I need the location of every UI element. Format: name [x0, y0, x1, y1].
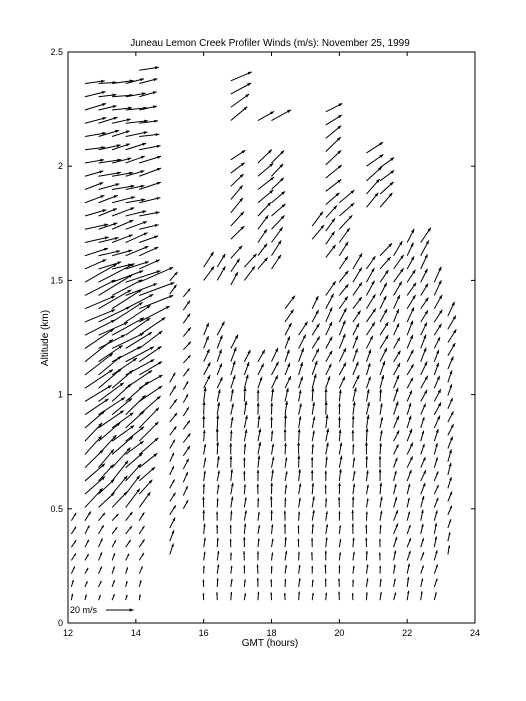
y-axis-label: Altitude (km): [40, 309, 51, 367]
y-tick-label: 0.5: [50, 503, 63, 514]
x-tick-label: 14: [130, 628, 141, 638]
x-tick-label: 22: [402, 628, 413, 638]
x-tick-label: 18: [266, 628, 277, 638]
y-tick-label: 2: [57, 161, 63, 172]
y-tick-label: 1: [57, 389, 63, 400]
chart-title: Juneau Lemon Creek Profiler Winds (m/s): November 25, 1999: [130, 38, 410, 49]
x-tick-label: 16: [198, 628, 209, 638]
y-tick-label: 2.5: [50, 47, 63, 57]
y-tick-label: 0: [57, 618, 63, 628]
x-axis-label: GMT (hours): [241, 638, 299, 649]
x-tick-label: 20: [334, 628, 345, 638]
x-tick-label: 24: [469, 628, 481, 638]
reference-arrow-label: 20 m/s: [70, 605, 98, 615]
x-tick-label: 12: [62, 628, 74, 638]
y-tick-label: 1.5: [50, 275, 63, 286]
